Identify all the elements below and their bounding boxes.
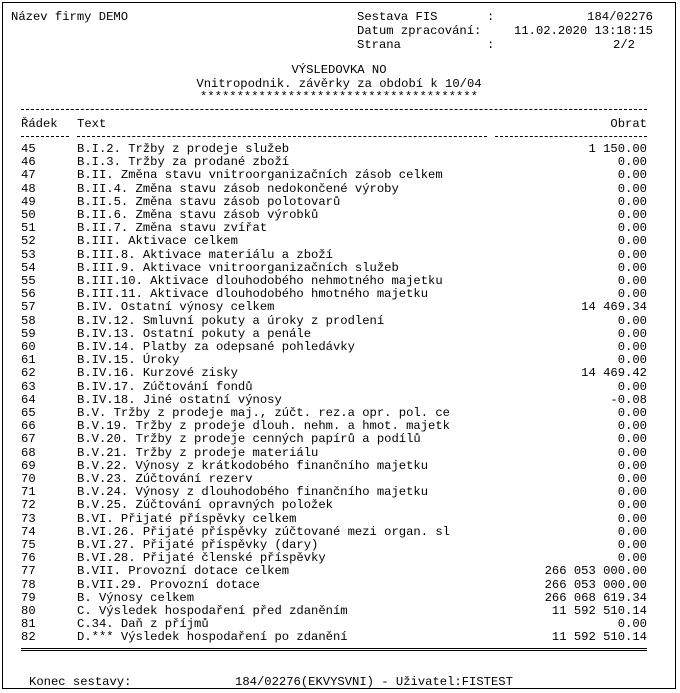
table-row — [21, 630, 647, 643]
row-value: 266 068 619.34 — [544, 590, 647, 605]
row-value: 0.00 — [617, 353, 647, 368]
row-text: B.II.4. Změna stavu zásob nedokončené výroby — [77, 181, 399, 196]
row-number: 61 — [21, 353, 36, 368]
table-row — [21, 406, 647, 419]
table-row — [21, 248, 647, 261]
row-value: 0.00 — [617, 313, 647, 328]
row-text: B.IV.18. Jiné ostatní výnosy — [77, 392, 282, 407]
row-number: 67 — [21, 432, 36, 447]
row-number: 64 — [21, 392, 36, 407]
row-number: 77 — [21, 564, 36, 579]
row-text: B.IV.12. Smluvní pokuty a úroky z prodlení — [77, 313, 385, 328]
row-number: 70 — [21, 472, 36, 486]
row-number: 51 — [21, 221, 36, 236]
row-text: B.VI.27. Přijaté příspěvky (dary) — [77, 538, 319, 552]
table-row — [21, 446, 647, 459]
table-row — [21, 591, 647, 604]
row-value: 0.00 — [617, 221, 647, 236]
row-text: B.V.24. Výnosy z dlouhodobého finančního majetku — [77, 485, 429, 500]
row-text: B.II.7. Změna stavu zvířat — [77, 221, 268, 236]
row-text: B.II.5. Změna stavu zásob polotovarů — [77, 194, 341, 209]
table-row — [21, 287, 647, 300]
row-text: C. Výsledek hospodaření před zdaněním — [77, 604, 348, 618]
row-text: B.IV.14. Platby za odepsané pohledávky — [77, 340, 355, 354]
row-number: 59 — [21, 326, 36, 341]
row-text: B.I.3. Tržby za prodané zboží — [77, 155, 290, 170]
table-row — [21, 234, 647, 247]
report-page — [2, 2, 676, 689]
row-text: B.VII.29. Provozní dotace — [77, 577, 260, 592]
row-value: 14 469.34 — [581, 300, 647, 315]
row-number: 71 — [21, 485, 36, 500]
row-value: 0.00 — [617, 445, 647, 460]
row-text: D.*** Výsledek hospodaření po zdanění — [77, 630, 348, 645]
column-underline-value — [495, 136, 647, 137]
table-row — [21, 208, 647, 221]
table-row — [21, 314, 647, 327]
sestava-value: 184/02276 — [587, 10, 653, 24]
row-value: 0.00 — [617, 538, 647, 552]
row-text: B.II. Změna stavu vnitroorganizačních zásob celkem — [77, 168, 443, 183]
row-number: 57 — [21, 300, 36, 315]
row-number: 78 — [21, 577, 36, 592]
table-row — [21, 393, 647, 406]
row-value: 0.00 — [617, 168, 647, 183]
table-row — [21, 459, 647, 472]
table-row — [21, 512, 647, 525]
table-row — [21, 472, 647, 485]
table-row — [21, 432, 647, 445]
row-value: 0.00 — [617, 260, 647, 275]
report-bottom-rule — [21, 648, 647, 651]
table-row — [21, 485, 647, 498]
column-header-row — [21, 117, 647, 130]
table-row — [21, 564, 647, 577]
row-text: B.V.23. Zúčtování rezerv — [77, 472, 253, 486]
row-number: 49 — [21, 194, 36, 209]
table-row — [21, 221, 647, 234]
column-header-value: Obrat — [610, 117, 647, 131]
report-subtitle: Vnitropodnik. závěrky za období k 10/04 — [196, 77, 482, 91]
row-number: 80 — [21, 604, 36, 618]
row-value: 0.00 — [617, 406, 647, 420]
strana-label: Strana — [357, 38, 401, 52]
row-value: 0.00 — [617, 247, 647, 262]
row-text: B.V.21. Tržby z prodeje materiálu — [77, 445, 319, 460]
row-number: 73 — [21, 511, 36, 526]
table-row — [21, 261, 647, 274]
table-row — [21, 538, 647, 551]
row-value: 0.00 — [617, 208, 647, 222]
row-number: 65 — [21, 406, 36, 420]
table-row — [21, 604, 647, 617]
table-row — [21, 617, 647, 630]
table-row — [21, 195, 647, 208]
row-number: 82 — [21, 630, 36, 645]
table-row — [21, 353, 647, 366]
row-number: 58 — [21, 313, 36, 328]
row-number: 60 — [21, 340, 36, 354]
row-text: B.V.22. Výnosy z krátkodobého finančního majetku — [77, 458, 429, 473]
datum-value: 11.02.2020 13:18:15 — [514, 24, 653, 38]
row-value: 0.00 — [617, 234, 647, 249]
row-number: 62 — [21, 366, 36, 381]
title-underline: ************************************** — [200, 90, 478, 104]
row-text: B.VII. Provozní dotace celkem — [77, 564, 290, 579]
sestava-label: Sestava FIS — [357, 10, 438, 24]
row-value: 0.00 — [617, 274, 647, 288]
table-row — [21, 419, 647, 432]
sestava-colon: : — [487, 10, 495, 24]
table-row — [21, 155, 647, 168]
table-row — [21, 340, 647, 353]
row-number: 53 — [21, 247, 36, 262]
row-text: B.II.6. Změna stavu zásob výrobků — [77, 208, 319, 222]
row-value: 0.00 — [617, 340, 647, 354]
row-text: B.I.2. Tržby z prodeje služeb — [77, 142, 290, 156]
table-row — [21, 182, 647, 195]
row-text: B.III.8. Aktivace materiálu a zboží — [77, 247, 333, 262]
table-row — [21, 380, 647, 393]
row-text: B.III. Aktivace celkem — [77, 234, 238, 249]
row-number: 45 — [21, 142, 36, 156]
table-row — [21, 300, 647, 313]
row-text: B.IV.13. Ostatní pokuty a penále — [77, 326, 312, 341]
table-row — [21, 366, 647, 379]
row-value: 0.00 — [617, 472, 647, 486]
row-text: B. Výnosy celkem — [77, 590, 195, 605]
row-text: B.VI.26. Přijaté příspěvky zúčtované mezi organ. sl — [77, 524, 450, 539]
row-text: B.IV. Ostatní výnosy celkem — [77, 300, 275, 315]
table-row — [21, 168, 647, 181]
row-value: 0.00 — [617, 287, 647, 302]
row-value: 1 150.00 — [588, 142, 647, 156]
row-text: B.III.10. Aktivace dlouhodobého nehmotného majetku — [77, 274, 443, 288]
footer-info: 184/02276(EKVYSVNI) - Uživatel:FISTEST — [235, 675, 513, 689]
row-value: 0.00 — [617, 432, 647, 447]
row-number: 50 — [21, 208, 36, 222]
row-value: 0.00 — [617, 194, 647, 209]
row-text: B.IV.16. Kurzové zisky — [77, 366, 238, 381]
table-row — [21, 142, 647, 155]
table-row — [21, 498, 647, 511]
row-text: B.III.11. Aktivace dlouhodobého hmotného majetku — [77, 287, 429, 302]
row-number: 81 — [21, 617, 36, 632]
table-row — [21, 578, 647, 591]
datum-label: Datum zpracování: — [357, 24, 482, 38]
company-name: Název firmy DEMO — [11, 10, 129, 24]
row-value: 266 053 000.00 — [544, 564, 647, 579]
table-row — [21, 274, 647, 287]
footer-label: Konec sestavy: — [29, 675, 132, 689]
row-value: 14 469.42 — [581, 366, 647, 381]
report-title: VÝSLEDOVKA NO — [291, 63, 387, 77]
row-text: B.IV.15. Úroky — [77, 353, 180, 368]
row-value: 11 592 510.14 — [551, 604, 647, 618]
strana-colon: : — [487, 38, 495, 52]
row-number: 68 — [21, 445, 36, 460]
row-text: B.V.25. Zúčtování opravných položek — [77, 498, 333, 513]
row-value: 0.00 — [617, 458, 647, 473]
row-number: 74 — [21, 524, 36, 539]
row-value: 11 592 510.14 — [551, 630, 647, 645]
row-number: 75 — [21, 538, 36, 552]
row-number: 69 — [21, 458, 36, 473]
strana-value: 2/2 — [613, 38, 635, 52]
header-top-rule — [21, 109, 647, 110]
column-underline-row — [21, 136, 69, 137]
row-number: 47 — [21, 168, 36, 183]
row-text: B.VI.28. Přijaté členské příspěvky — [77, 551, 326, 566]
row-number: 63 — [21, 379, 36, 394]
row-value: 0.00 — [617, 524, 647, 539]
row-number: 66 — [21, 419, 36, 434]
row-value: 0.00 — [617, 326, 647, 341]
row-number: 46 — [21, 155, 36, 170]
row-number: 52 — [21, 234, 36, 249]
table-row — [21, 327, 647, 340]
row-text: B.V.19. Tržby z prodeje dlouh. nehm. a hmot. majetk — [77, 419, 450, 434]
row-number: 54 — [21, 260, 36, 275]
row-number: 55 — [21, 274, 36, 288]
row-value: 0.00 — [617, 617, 647, 632]
row-value: 0.00 — [617, 551, 647, 566]
row-text: B.V. Tržby z prodeje maj., zúčt. rez.a opr. pol. ce — [77, 406, 450, 420]
column-header-text: Text — [77, 117, 107, 131]
row-value: 0.00 — [617, 155, 647, 170]
row-number: 72 — [21, 498, 36, 513]
row-value: -0.08 — [610, 392, 647, 407]
row-value: 0.00 — [617, 511, 647, 526]
row-text: B.III.9. Aktivace vnitroorganizačních služeb — [77, 260, 399, 275]
table-row — [21, 551, 647, 564]
row-text: C.34. Daň z příjmů — [77, 617, 209, 632]
row-value: 0.00 — [617, 181, 647, 196]
row-text: B.VI. Přijaté příspěvky celkem — [77, 511, 297, 526]
row-number: 56 — [21, 287, 36, 302]
row-value: 0.00 — [617, 485, 647, 500]
row-text: B.V.20. Tržby z prodeje cenných papírů a podílů — [77, 432, 421, 447]
row-value: 0.00 — [617, 419, 647, 434]
column-header-row-number: Řádek — [21, 117, 58, 131]
row-number: 79 — [21, 590, 36, 605]
row-number: 48 — [21, 181, 36, 196]
table-row — [21, 525, 647, 538]
row-value: 0.00 — [617, 498, 647, 513]
row-value: 0.00 — [617, 379, 647, 394]
row-number: 76 — [21, 551, 36, 566]
row-value: 266 053 000.00 — [544, 577, 647, 592]
row-text: B.IV.17. Zúčtování fondů — [77, 379, 253, 394]
column-underline-text — [77, 136, 487, 137]
